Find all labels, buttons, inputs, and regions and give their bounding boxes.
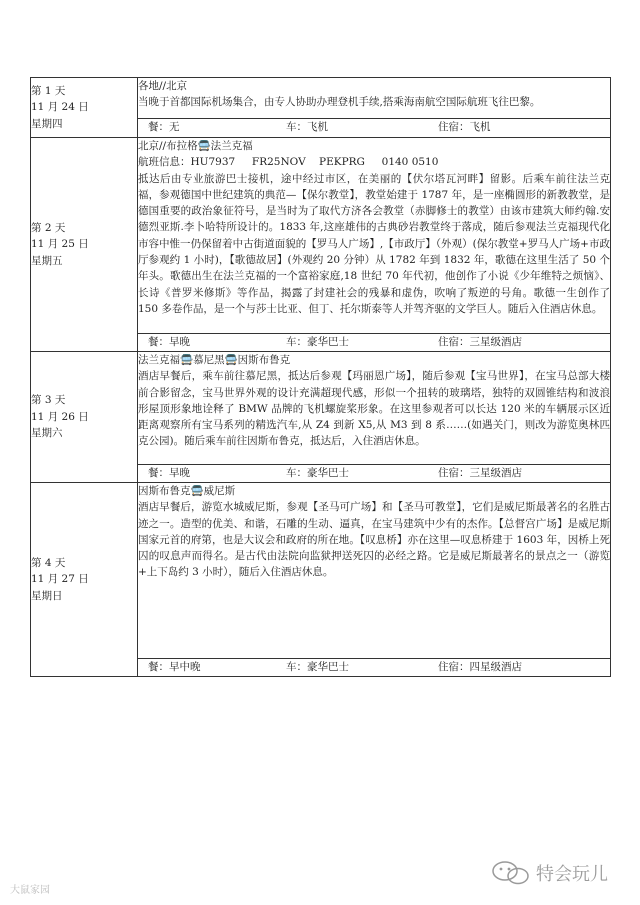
day-date: 11 月 27 日: [31, 573, 89, 586]
description: 酒店早餐后，游览水城威尼斯，参观【圣马可广场】和【圣马可教堂】，它们是威尼斯最著名的名胜古迹之一。造型的优美、和谐，石雕的生动、逼真，在宝马建筑中少有的杰作。【总督宫广场】是威尼斯国家元首的府第，也是大议会和政府的所在地。【叹息桥】亦在这里—叹息桥建于 1603 年，因桥上死囚的叹息声而得名。是古代由法院向监狱押送死囚的必经之路。它是威尼斯最著名的景点之一（游览+上下岛约 3 小时），随后入住酒店休息。: [138, 501, 610, 579]
service-cell: [138, 119, 611, 138]
day-cell: [31, 352, 138, 483]
service-cell: [138, 334, 611, 352]
day-row: [31, 78, 611, 119]
day-weekday: 星期六: [31, 427, 63, 440]
day-number: 第 4 天: [31, 556, 66, 569]
route-title: 因斯布鲁克🚍威尼斯: [138, 485, 236, 497]
day-date: 11 月 26 日: [31, 410, 89, 423]
meal-info: 餐：无: [148, 121, 180, 134]
day-content: [138, 352, 611, 465]
hotel-info: 住宿：三星级酒店: [438, 336, 522, 348]
day-cell: [31, 483, 138, 677]
meal-info: 餐：早晚: [148, 336, 190, 348]
route-title: 各地//北京: [138, 80, 188, 92]
transport-info: 车：豪华巴士: [286, 661, 349, 673]
chat-bubble-icon: [490, 858, 532, 888]
day-row: [31, 483, 611, 659]
hotel-info: 住宿：四星级酒店: [438, 661, 522, 673]
watermark-left: 大鼠家园: [10, 885, 50, 896]
meal-info: 餐：早晚: [148, 467, 190, 479]
transport-info: 车：豪华巴士: [286, 467, 349, 479]
day-cell: [31, 78, 138, 138]
description: 酒店早餐后，乘车前往慕尼黑，抵达后参观【玛丽恩广场】，随后参观【宝马世界】，在宝马总部大楼前合影留念，宝马世界外观的设计充满超现代感，形似一个扭转的玻璃塔，独特的双圆锥结构和波浪形屋顶形象地诠释了 BMW 品牌的飞机螺旋桨形象。在这里参观者可以长达 120 米的车辆展示区近距离观察所有宝马系列的精选汽车,从 Z4 到新 X5,从 M3 到 8 系……(如遇关门，则改为游览奥林匹克公园)。随后乘车前往因斯布鲁克，抵达后，入住酒店休息。: [138, 370, 610, 448]
day-number: 第 3 天: [31, 394, 66, 407]
transport-info: 车：豪华巴士: [286, 336, 349, 348]
day-cell: [31, 138, 138, 352]
day-weekday: 星期日: [31, 589, 63, 602]
hotel-info: 住宿：三星级酒店: [438, 467, 522, 479]
day-weekday: 星期五: [31, 254, 63, 267]
watermark-right: 特会玩儿: [536, 864, 608, 885]
service-cell: [138, 659, 611, 677]
day-date: 11 月 24 日: [31, 101, 89, 114]
description: 当晚于首都国际机场集合，由专人协助办理登机手续,搭乘海南航空国际航班飞往巴黎。: [138, 96, 541, 109]
day-content: [138, 138, 611, 334]
day-row: [31, 352, 611, 465]
day-content: [138, 78, 611, 119]
itinerary-table: [30, 77, 611, 677]
flight-info: 航班信息：HU7937 FR25NOV PEKPRG 0140 0510: [138, 156, 439, 169]
transport-info: 车：飞机: [286, 121, 328, 134]
day-content: [138, 483, 611, 659]
day-row: [31, 138, 611, 334]
route-title: 北京//布拉格🚍法兰克福: [138, 140, 253, 152]
day-date: 11 月 25 日: [31, 238, 89, 251]
description: 抵达后由专业旅游巴士接机，途中经过市区，在美丽的【伏尔塔瓦河畔】留影。后乘车前往法兰克福，参观德国中世纪建筑的典范—【保尔教堂】，教堂始建于 1787 年，是一座椭圆形的新教教堂，是德国重要的政治象征符号，是当时为了取代方济各会教堂（赤脚修士的教堂）由该市建筑大师约翰.安德烈亚斯.李卜哈特所设计的。1833 年,这座雄伟的古典砂岩教堂终于落成，随后参观法兰克福现代化市容中惟一仍保留着中古街道面貌的【罗马人广场】,【市政厅】（外观）(保尔教堂+罗马人广场+市政厅参观约 1 小时)，【歌德故居】(外观约 20 分钟）从 1782 年到 1832 年，歌德在这里生活了 50 个年头。歌德出生在法兰克福的一个富裕家庭,18 世纪 70 年代初，他创作了小说《少年维特之烦恼》、长诗《普罗米修斯》等作品，揭露了封建社会的残暴和虚伪，吹响了叛逆的号角。歌德一生创作了 150 多卷作品，是一个与莎士比亚、但丁、托尔斯泰等人并驾齐驱的文学巨人。随后入住酒店休息。: [138, 172, 610, 315]
day-number: 第 2 天: [31, 221, 66, 234]
route-title: 法兰克福🚍慕尼黑🚍因斯布鲁克: [138, 354, 291, 366]
day-weekday: 星期四: [31, 117, 63, 130]
hotel-info: 住宿：飞机: [438, 121, 491, 134]
meal-info: 餐：早中晚: [148, 661, 201, 673]
day-number: 第 1 天: [31, 84, 66, 97]
service-cell: [138, 465, 611, 483]
